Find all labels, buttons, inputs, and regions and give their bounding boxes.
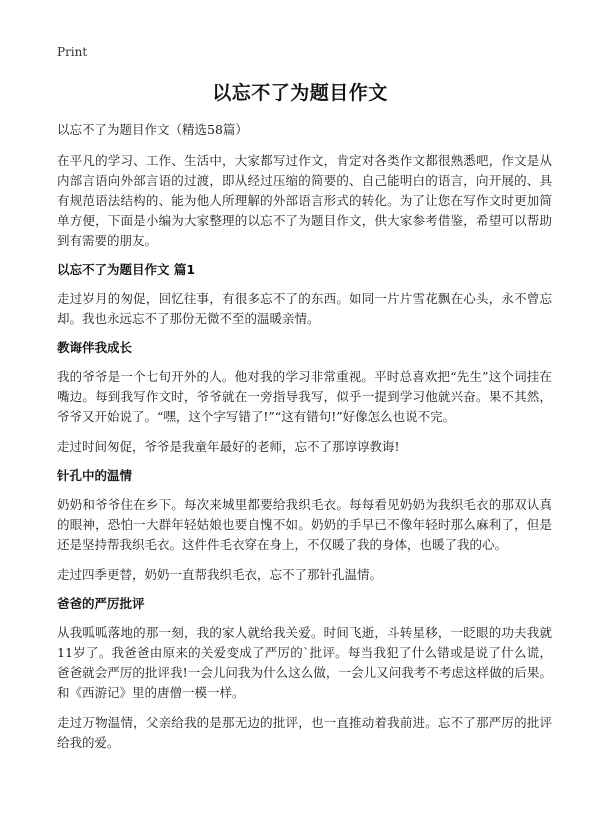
article-subtitle: 以忘不了为题目作文（精选58篇） — [57, 122, 248, 137]
section-paragraph: 我的爷爷是一个七旬开外的人。他对我的学习非常重视。平时总喜欢把“先生”这个词挂在嘴边。每到我写作文时，爷爷就在一旁指导我写，似乎一提到学习他就兴奋。果不其然，爷爷又开始说了。“嘿，这个字写错了!”“这有错句!”好像怎么也说不完。 — [57, 369, 552, 424]
section-heading: 教诲伴我成长 — [57, 340, 133, 355]
intro-paragraph: 在平凡的学习、工作、生活中，大家都写过作文，肯定对各类作文都很熟悉吧，作文是从内部言语向外部言语的过渡，即从经过压缩的简要的、自己能明白的语言，向开展的、具有规范语法结构的、能为他人所理解的外部语言形式的转化。为了让您在写作文时更加简单方便，下面是小编为大家整理的以忘不了为题目作文，供大家参考借鉴，希望可以帮助到有需要的朋友。 — [57, 153, 552, 248]
section-paragraph: 走过四季更替，奶奶一直帮我织毛衣，忘不了那针孔温情。 — [57, 567, 383, 582]
print-link[interactable]: Print — [57, 45, 88, 59]
section-heading: 爸爸的严厉批评 — [57, 596, 145, 611]
section-paragraph: 走过时间匆促，爷爷是我童年最好的老师，忘不了那谆谆教诲! — [57, 439, 400, 454]
section-heading: 针孔中的温情 — [57, 468, 133, 483]
section-paragraph: 从我呱呱落地的那一刻，我的家人就给我关爱。时间飞逝，斗转星移，一眨眼的功夫我就11岁了。我爸爸由原来的关爱变成了严厉的`批评。每当我犯了什么错或是说了什么谎，爸爸就会严厉的批评我!一会儿问我为什么这么做，一会儿又问我考不考虑这样做的后果。和《西游记》里的唐僧一模一样。 — [57, 625, 552, 700]
section-paragraph: 走过万物温情，父亲给我的是那无边的批评，也一直推动着我前进。忘不了那严厉的批评给我的爱。 — [57, 715, 552, 750]
section-paragraph: 走过岁月的匆促，回忆往事，有很多忘不了的东西。如同一片片雪花飘在心头，永不曾忘却。我也永远忘不了那份无微不至的温暖亲情。 — [57, 291, 552, 326]
page-title: 以忘不了为题目作文 — [212, 82, 388, 104]
article-body — [57, 120, 552, 763]
section-heading: 以忘不了为题目作文 篇1 — [57, 262, 196, 277]
section-paragraph: 奶奶和爷爷住在乡下。每次来城里都要给我织毛衣。每每看见奶奶为我织毛衣的那双认真的眼神，恐怕一大群年轻姑娘也要自愧不如。奶奶的手早已不像年轻时那么麻利了，但是还是坚持帮我织毛衣。这件件毛衣穿在身上，不仅暖了我的身体，也暖了我的心。 — [57, 497, 552, 552]
